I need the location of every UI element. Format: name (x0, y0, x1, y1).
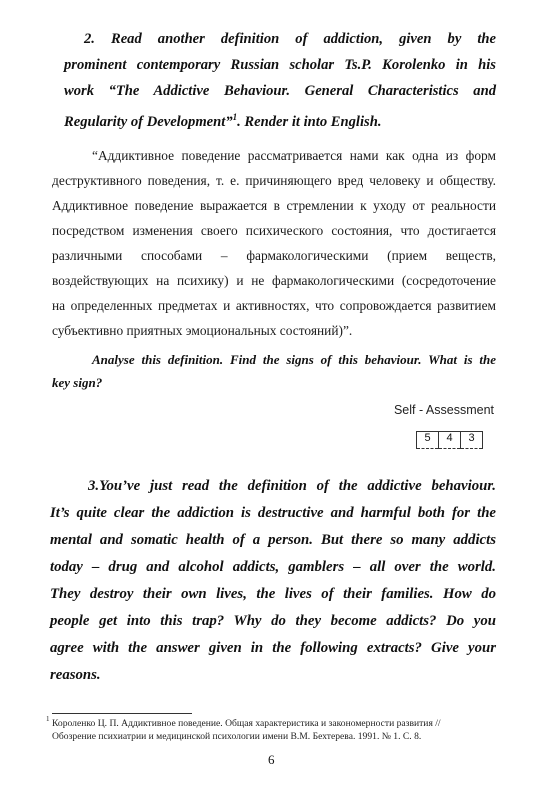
quote-line: субъективно приятных эмоциональных состояний)”. (52, 323, 353, 338)
task-3-line: agree with the answer given in the following extracts? Give your (50, 640, 496, 656)
task-3-line: people get into this trap? Why do they become addicts? Do you (50, 613, 496, 629)
task-3-line: 3.You’ve just read the definition of the addictive behaviour. (88, 478, 496, 494)
quote-line: различными способами – фармакологическими (прием веществ, (52, 248, 496, 263)
self-assessment-label: Self - Assessment (393, 403, 494, 417)
quote-line: “Аддиктивное поведение рассматривается нами как одна из форм (92, 148, 496, 163)
task-2-line: Regularity of Development” (64, 113, 233, 130)
task-3-line: It’s quite clear the addiction is destructive and harmful both for the (50, 505, 496, 521)
quote-line: Аддиктивное поведение выражается в стремлении к уходу от реальности (52, 198, 496, 213)
footnote-reference: 1 (232, 112, 238, 122)
analyse-line-1: Analyse this definition. Find the signs of this behaviour. What is the (92, 352, 496, 367)
task-3-line: mental and somatic health of a person. But there so many addicts (50, 532, 496, 548)
russian-quote (0, 148, 551, 348)
score-3-cell[interactable]: 3 (461, 432, 483, 449)
task-2-line: . Render it into English. (237, 113, 382, 130)
score-4-cell[interactable]: 4 (439, 432, 461, 449)
quote-line: воздействующих на психику) и не фармакологическими (сосредоточение (52, 273, 496, 288)
footnote-mark: 1 (46, 715, 50, 723)
footnote-line-1 (46, 715, 502, 729)
quote-line: деструктивного поведения, т. е. причиняющего вред человеку и обществу. (52, 173, 496, 188)
task-3-line: They destroy their own lives, the lives of their families. How do (50, 586, 496, 602)
page-number: 6 (268, 752, 275, 767)
analyse-question (0, 352, 551, 402)
footnote-line-2: Обозрение психиатрии и медицинской психологии имени В.М. Бехтерева. 1991. № 1. С. 8. (52, 731, 422, 742)
quote-line: на определенных предметах и активностях, что сопровождается развитием (52, 298, 496, 313)
task-2-instructions (64, 20, 496, 130)
footnote (46, 715, 502, 742)
footnote-separator (52, 713, 192, 714)
task-2-line: prominent contemporary Russian scholar Ts.P. Korolenko in his (64, 57, 496, 73)
score-5-cell[interactable]: 5 (417, 432, 439, 449)
task-3-line: reasons. (50, 667, 101, 683)
task-2-line: work “The Addictive Behaviour. General Characteristics and (64, 83, 496, 99)
task-2-line: 2. Read another definition of addiction, given by the (84, 31, 496, 47)
self-assessment-scores (416, 431, 483, 449)
task-3-instructions (0, 478, 551, 698)
quote-line: посредством изменения своего психического состояния, что достигается (52, 223, 496, 238)
task-3-line: today – drug and alcohol addicts, gamblers – all over the world. (50, 559, 496, 575)
footnote-text-1: Короленко Ц. П. Аддиктивное поведение. Общая характеристика и закономерности развития // (52, 718, 441, 729)
task-2-line-last (64, 104, 381, 135)
analyse-line-2: key sign? (52, 375, 103, 390)
